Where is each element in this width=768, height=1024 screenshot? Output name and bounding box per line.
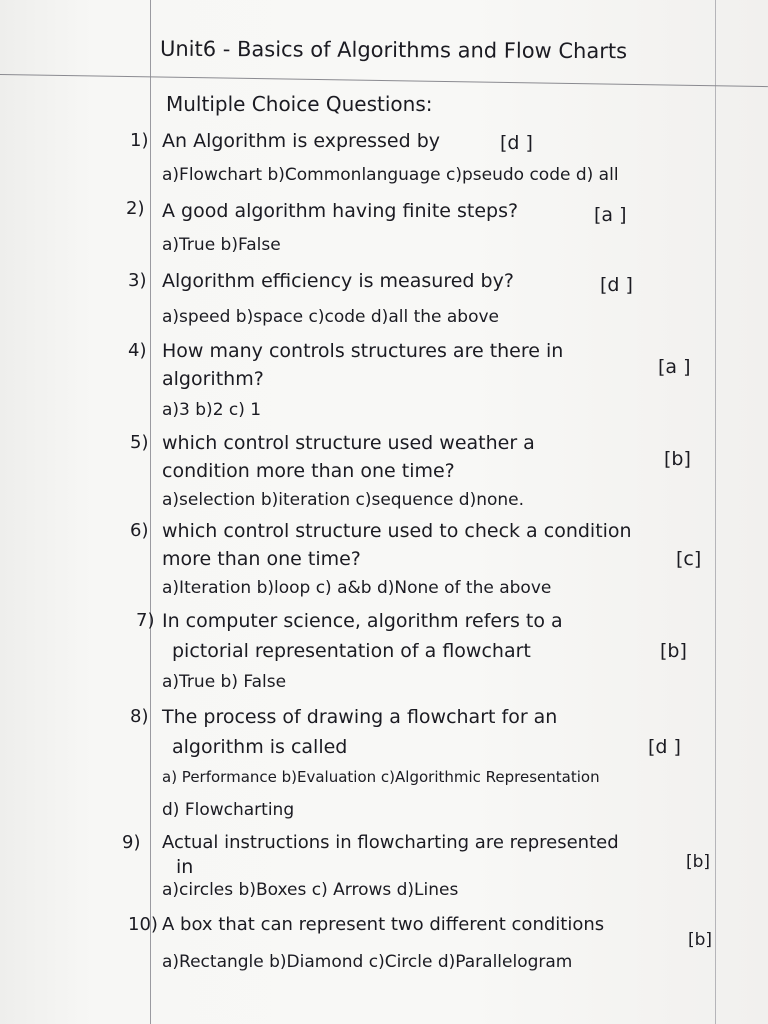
answer-options: a)circles b)Boxes c) Arrows d)Lines bbox=[162, 880, 459, 900]
page-title: Unit6 - Basics of Algorithms and Flow Charts bbox=[159, 36, 628, 64]
margin-line-left bbox=[150, 0, 151, 1024]
answer-key: [d ] bbox=[600, 274, 633, 296]
answer-options: a)Iteration b)loop c) a&b d)None of the above bbox=[162, 578, 552, 598]
question-text: pictorial representation of a flowchart bbox=[172, 640, 531, 662]
question-number: 7) bbox=[136, 610, 155, 631]
question-text: algorithm? bbox=[162, 368, 264, 390]
answer-key: [b] bbox=[660, 640, 687, 662]
question-text: in bbox=[176, 856, 194, 878]
answer-options: a) Performance b)Evaluation c)Algorithmic Representation bbox=[162, 768, 600, 786]
question-text: which control structure used weather a bbox=[162, 432, 535, 454]
question-number: 3) bbox=[128, 270, 147, 291]
answer-options: d) Flowcharting bbox=[162, 800, 295, 820]
answer-options: a)3 b)2 c) 1 bbox=[162, 400, 262, 420]
margin-line-right bbox=[715, 0, 716, 1024]
answer-options: a)Rectangle b)Diamond c)Circle d)Parallelogram bbox=[162, 952, 573, 972]
question-number: 4) bbox=[128, 340, 147, 361]
answer-key: [a ] bbox=[594, 204, 627, 226]
question-text: condition more than one time? bbox=[162, 460, 455, 482]
answer-key: [c] bbox=[676, 548, 702, 570]
answer-options: a)True b) False bbox=[162, 672, 287, 692]
answer-key: [d ] bbox=[648, 736, 681, 758]
question-text: which control structure used to check a condition bbox=[162, 520, 632, 542]
answer-key: [b] bbox=[688, 930, 713, 950]
answer-options: a)selection b)iteration c)sequence d)none. bbox=[162, 490, 525, 510]
question-number: 5) bbox=[130, 432, 149, 453]
section-heading: Multiple Choice Questions: bbox=[166, 92, 433, 116]
answer-key: [a ] bbox=[658, 356, 691, 378]
answer-options: a)Flowchart b)Commonlanguage c)pseudo code d) all bbox=[162, 165, 619, 185]
question-text: The process of drawing a flowchart for an bbox=[162, 706, 558, 728]
question-text: more than one time? bbox=[162, 548, 361, 570]
question-number: 6) bbox=[130, 520, 149, 541]
question-number: 9) bbox=[122, 832, 141, 853]
question-text: algorithm is called bbox=[172, 736, 348, 758]
question-text: In computer science, algorithm refers to a bbox=[162, 610, 563, 632]
question-number: 8) bbox=[130, 706, 149, 727]
answer-key: [d ] bbox=[500, 132, 533, 154]
question-number: 1) bbox=[130, 130, 149, 151]
question-text: A box that can represent two different conditions bbox=[162, 914, 605, 935]
question-text: How many controls structures are there in bbox=[162, 340, 564, 362]
question-text: A good algorithm having finite steps? bbox=[162, 200, 519, 222]
answer-key: [b] bbox=[686, 852, 711, 872]
question-number: 10) bbox=[128, 914, 158, 935]
answer-options: a)speed b)space c)code d)all the above bbox=[162, 307, 500, 327]
question-text: An Algorithm is expressed by bbox=[162, 130, 441, 152]
answer-key: [b] bbox=[664, 448, 691, 470]
question-number: 2) bbox=[126, 198, 145, 219]
question-text: Algorithm efficiency is measured by? bbox=[162, 270, 514, 292]
answer-options: a)True b)False bbox=[162, 235, 281, 255]
question-text: Actual instructions in flowcharting are represented bbox=[162, 832, 619, 853]
header-rule bbox=[0, 74, 768, 87]
